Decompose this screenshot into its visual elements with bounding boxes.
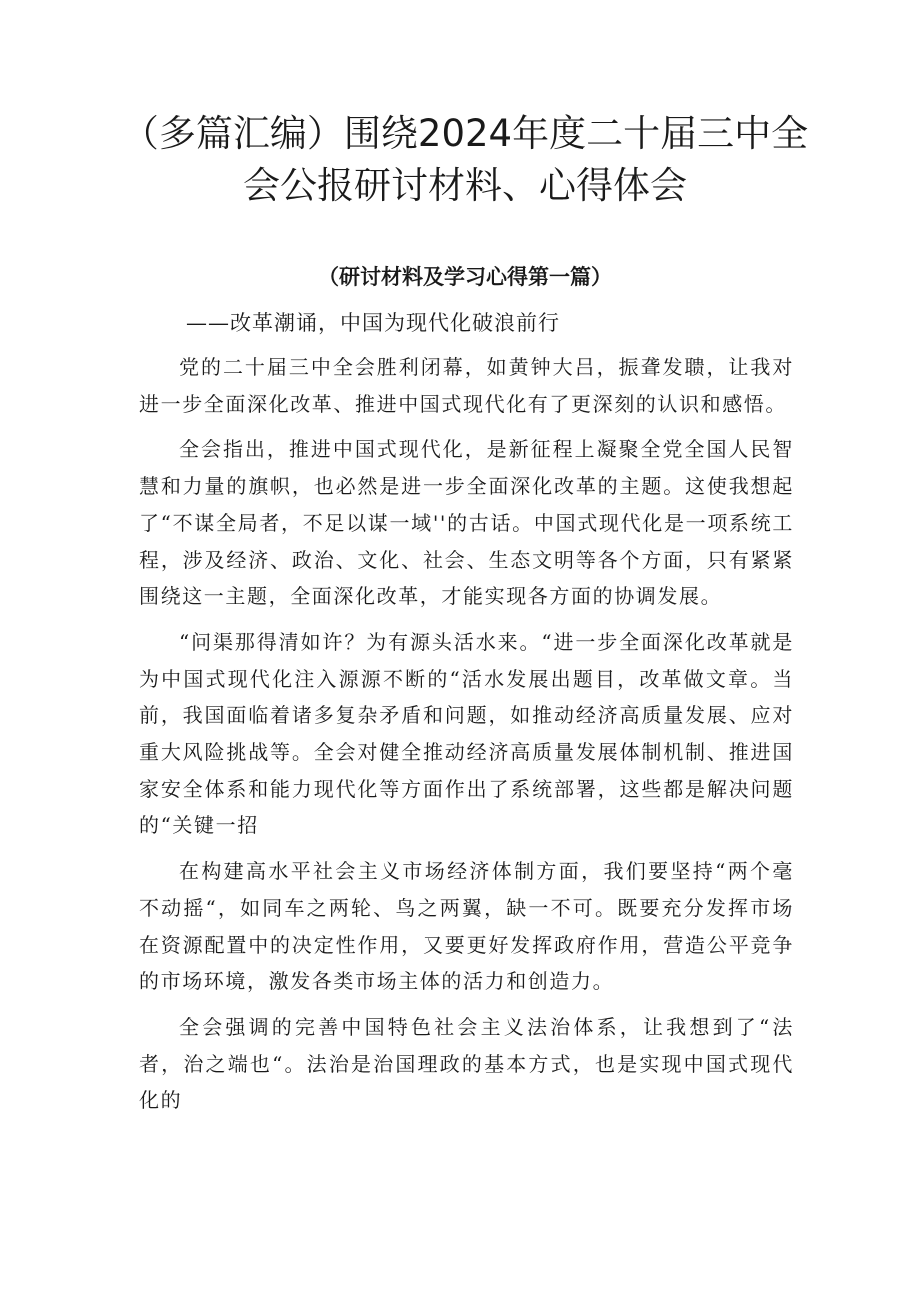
paragraph: “问渠那得清如许？为有源头活水来。“进一步全面深化改革就是为中国式现代化注入源源不断的“活水发展出题目，改革做文章。当前，我国面临着诸多复杂矛盾和问题，如推动经济高质量发展、应对重大风险挑战等。全会对健全推动经济高质量发展体制机制、推进国家安全体系和能力现代化等方面作出了系统部署，这些都是解决问题的“关键一招: [139, 629, 794, 838]
article-subtitle: ——改革潮诵，中国为现代化破浪前行: [186, 311, 560, 335]
article-body: [139, 349, 794, 1128]
section-heading: （研讨材料及学习心得第一篇）: [318, 265, 612, 289]
document-title: （多篇汇编）围绕2024年度二十届三中全会公报研讨材料、心得体会: [121, 112, 809, 207]
paragraph: 在构建高水平社会主义市场经济体制方面，我们要坚持“两个毫不动摇“，如同车之两轮、鸟之两翼，缺一不可。既要充分发挥市场在资源配置中的决定性作用，又要更好发挥政府作用，营造公平竞争的市场环境，激发各类市场主体的活力和创造力。: [139, 859, 794, 994]
paragraph: 全会强调的完善中国特色社会主义法治体系，让我想到了“法者，治之端也“。法治是治国理政的基本方式，也是实现中国式现代化的: [139, 1014, 794, 1113]
paragraph: 党的二十届三中全会胜利闭幕，如黄钟大吕，振聋发聩，让我对进一步全面深化改革、推进中国式现代化有了更深刻的认识和感悟。: [139, 355, 794, 416]
paragraph: 全会指出，推进中国式现代化，是新征程上凝聚全党全国人民智慧和力量的旗帜，也必然是进一步全面深化改革的主题。这使我想起了“不谋全局者，不足以谋一域''的古话。中国式现代化是一项系统工程，涉及经济、政治、文化、社会、生态文明等各个方面，只有紧紧围绕这一主题，全面深化改革，才能实现各方面的协调发展。: [139, 437, 794, 609]
